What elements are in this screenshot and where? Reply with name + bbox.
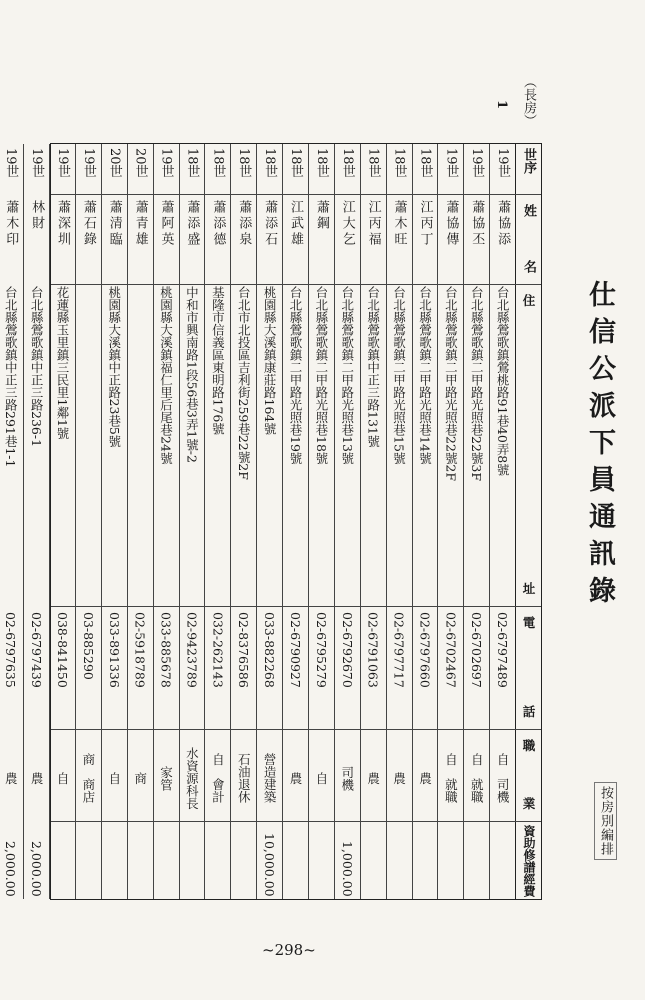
donation-cell [490, 821, 515, 901]
page-title: 仕信公派下員通訊錄 [584, 280, 615, 613]
name-cell: 蕭添盛 [184, 200, 200, 248]
donation-cell [154, 821, 179, 901]
table-row [412, 144, 438, 899]
table-row [153, 144, 179, 899]
address-cell: 台北市北投區吉利街259巷22號2F [236, 286, 252, 480]
donation-cell [50, 821, 75, 901]
header-name-part-1: 姓 [521, 204, 536, 220]
generation-cell: 19世 [80, 148, 96, 178]
phone-cell: 038-841450 [54, 612, 70, 688]
table-row [0, 144, 23, 899]
address-cell: 台北縣鶯歌鎮中正三路291巷1-1 [3, 286, 19, 468]
address-cell: 台北縣鶯歌鎮二甲路光照巷14號 [417, 286, 433, 465]
occupation-cell: 自 就職 [469, 753, 485, 803]
name-cell: 江丙丁 [417, 200, 433, 248]
generation-cell: 19世 [495, 148, 511, 178]
phone-cell: 02-6702697 [469, 612, 485, 688]
table-row [127, 144, 153, 899]
phone-cell: 02-6797439 [29, 612, 45, 688]
header-phone-part-1: 電 [521, 616, 536, 629]
phone-cell: 03-885290 [80, 612, 96, 680]
phone-cell: 032-262143 [210, 612, 226, 688]
generation-cell: 18世 [184, 148, 200, 178]
name-cell: 蕭石錄 [80, 200, 96, 248]
occupation-cell: 農 [365, 771, 381, 785]
phone-cell: 02-8376586 [236, 612, 252, 688]
address-cell: 桃園縣大溪鎮康莊路164號 [262, 286, 278, 435]
name-cell: 蕭添泉 [236, 200, 252, 248]
generation-cell: 18世 [313, 148, 329, 178]
address-cell: 桃園縣大溪鎮福仁里后尾巷24號 [158, 286, 174, 465]
header-phone [516, 606, 541, 729]
address-cell: 基隆市信義區東明路176號 [210, 286, 226, 435]
header-generation: 世序 [521, 148, 536, 174]
address-cell: 花蓮縣玉里鎮三民里1鄰1號 [54, 286, 70, 440]
name-cell: 蕭木旺 [391, 200, 407, 248]
donation-cell [231, 821, 256, 901]
table-rule-line [51, 821, 541, 822]
phone-cell: 02-6797635 [3, 612, 19, 688]
donation-cell [387, 821, 412, 901]
phone-cell: 02-6797489 [495, 612, 511, 688]
page-subtitle: 按房別編排 [594, 782, 617, 860]
phone-cell: 02-6797717 [391, 612, 407, 688]
occupation-cell: 自 就職 [443, 753, 459, 803]
name-cell: 林財 [29, 200, 45, 232]
table-rule-line [51, 606, 541, 607]
table-rule-line [51, 194, 541, 195]
address-cell: 台北縣鶯歌鎮中正三路131號 [365, 286, 381, 448]
name-cell: 江丙福 [365, 200, 381, 248]
table-header-column [515, 144, 541, 899]
address-cell: 台北縣鶯歌鎮鶯桃路91巷40弄8號 [495, 286, 511, 476]
table-row [489, 144, 515, 899]
generation-cell: 19世 [29, 148, 45, 178]
occupation-cell: 司機 [339, 765, 355, 791]
table-row [463, 144, 489, 899]
generation-cell: 18世 [339, 148, 355, 178]
name-cell: 蕭添德 [210, 200, 226, 248]
table-row [75, 144, 101, 899]
name-cell: 蕭協傳 [443, 200, 459, 248]
occupation-cell: 自 [313, 771, 329, 785]
phone-cell: 02-6790927 [287, 612, 303, 688]
occupation-cell: 農 [3, 771, 19, 785]
table-row [101, 144, 127, 899]
generation-cell: 18世 [210, 148, 226, 178]
branch-label: （長房） [521, 75, 536, 127]
donation-cell: 2,000.00 [29, 841, 45, 897]
generation-cell: 18世 [417, 148, 433, 178]
address-cell: 台北縣鶯歌鎮中正三路236-1 [29, 286, 45, 448]
name-cell: 蕭阿英 [158, 200, 174, 248]
table-row [256, 144, 282, 899]
generation-cell: 20世 [106, 148, 122, 178]
header-occupation-part-2: 業 [521, 796, 536, 809]
address-cell [76, 284, 101, 606]
donation-cell [309, 821, 334, 901]
occupation-cell: 石油退休 [236, 753, 252, 803]
table-row [334, 144, 360, 899]
donation-cell: 2,000.00 [3, 841, 19, 897]
section-number: 1 [494, 100, 509, 110]
generation-cell: 18世 [365, 148, 381, 178]
address-cell: 中和市興南路1段56巷3弄1號-2 [184, 286, 200, 463]
phone-cell: 033-891336 [106, 612, 122, 688]
header-address-part-1: 住 [521, 294, 536, 307]
occupation-cell: 自 司機 [495, 753, 511, 803]
table-row [179, 144, 205, 899]
donation-cell [438, 821, 463, 901]
donation-cell [464, 821, 489, 901]
name-cell: 蕭協丕 [469, 200, 485, 248]
occupation-cell: 水資源科長 [184, 746, 200, 810]
table-rule-line [51, 284, 541, 285]
occupation-cell: 營造建築 [262, 753, 278, 803]
donation-cell [76, 821, 101, 901]
generation-cell: 19世 [3, 148, 19, 178]
header-occupation-part-1: 職 [521, 739, 536, 752]
occupation-cell: 商 [132, 771, 148, 785]
generation-cell: 18世 [262, 148, 278, 178]
table-row [230, 144, 256, 899]
phone-cell: 02-5918789 [132, 612, 148, 688]
name-cell: 江大乞 [339, 200, 355, 248]
phone-cell: 02-6792670 [339, 612, 355, 688]
donation-cell [283, 821, 308, 901]
name-cell: 蕭深圳 [54, 200, 70, 248]
name-cell: 蕭協添 [495, 200, 511, 248]
donation-cell [413, 821, 438, 901]
occupation-cell: 家管 [158, 765, 174, 791]
donation-cell [205, 821, 230, 901]
donation-cell [102, 821, 127, 901]
table-row [204, 144, 230, 899]
address-cell: 台北縣鶯歌鎮二甲路光照巷15號 [391, 286, 407, 465]
generation-cell: 19世 [54, 148, 70, 178]
address-cell: 桃園縣大溪鎮中正路23巷5號 [106, 286, 122, 448]
phone-cell: 033-882268 [262, 612, 278, 688]
donation-cell: 1,000.00 [339, 841, 355, 897]
generation-cell: 19世 [469, 148, 485, 178]
generation-cell: 20世 [132, 148, 148, 178]
generation-cell: 18世 [236, 148, 252, 178]
name-cell: 蕭添石 [262, 200, 278, 248]
header-address-part-2: 址 [521, 581, 536, 594]
occupation-cell: 農 [391, 771, 407, 785]
generation-cell: 19世 [158, 148, 174, 178]
address-cell: 台北縣鶯歌鎮二甲路光照巷19號 [287, 286, 303, 465]
table-row [437, 144, 463, 899]
page-number: ~298~ [262, 941, 316, 959]
occupation-cell: 自 會計 [210, 753, 226, 803]
header-occupation [516, 729, 541, 821]
generation-cell: 19世 [443, 148, 459, 178]
name-cell: 蕭青雄 [132, 200, 148, 248]
phone-cell: 02-6791063 [365, 612, 381, 688]
table-row [360, 144, 386, 899]
donation-cell [180, 821, 205, 901]
name-cell: 蕭木印 [3, 200, 19, 248]
occupation-cell: 自 [106, 771, 122, 785]
header-phone-part-2: 話 [521, 704, 536, 717]
phone-cell: 02-6702467 [443, 612, 459, 688]
directory-table [3, 143, 542, 900]
phone-cell: 02-6797660 [417, 612, 433, 688]
table-row [282, 144, 308, 899]
phone-cell: 02-6795279 [313, 612, 329, 688]
donation-cell: 10,000.00 [262, 833, 278, 897]
name-cell: 蕭鋼 [313, 200, 329, 232]
address-cell: 台北縣鶯歌鎮二甲路光照巷18號 [313, 286, 329, 465]
table-row [23, 144, 49, 899]
table-row [308, 144, 334, 899]
name-cell: 江武雄 [287, 200, 303, 248]
table-row [49, 144, 75, 899]
table-row [386, 144, 412, 899]
table-rule-line [51, 729, 541, 730]
occupation-cell: 自 [54, 771, 70, 785]
occupation-cell: 商 商店 [80, 753, 96, 803]
occupation-cell: 農 [29, 771, 45, 785]
phone-cell: 02-9423789 [184, 612, 200, 688]
address-cell: 台北縣鶯歌鎮二甲路光照巷22號2F [443, 286, 459, 482]
header-donation: 資助修譜經費 [522, 825, 536, 897]
donation-cell [361, 821, 386, 901]
occupation-cell: 農 [287, 771, 303, 785]
address-cell: 台北縣鶯歌鎮二甲路光照巷13號 [339, 286, 355, 465]
header-name [516, 194, 541, 284]
donation-cell [128, 821, 153, 901]
address-cell: 台北縣鶯歌鎮二甲路光照巷22號3F [469, 286, 485, 482]
phone-cell: 033-885678 [158, 612, 174, 688]
generation-cell: 18世 [287, 148, 303, 178]
address-cell [128, 284, 153, 606]
generation-cell: 18世 [391, 148, 407, 178]
header-name-part-2: 名 [521, 260, 536, 276]
name-cell: 蕭清臨 [106, 200, 122, 248]
header-address [516, 284, 541, 606]
occupation-cell: 農 [417, 771, 433, 785]
